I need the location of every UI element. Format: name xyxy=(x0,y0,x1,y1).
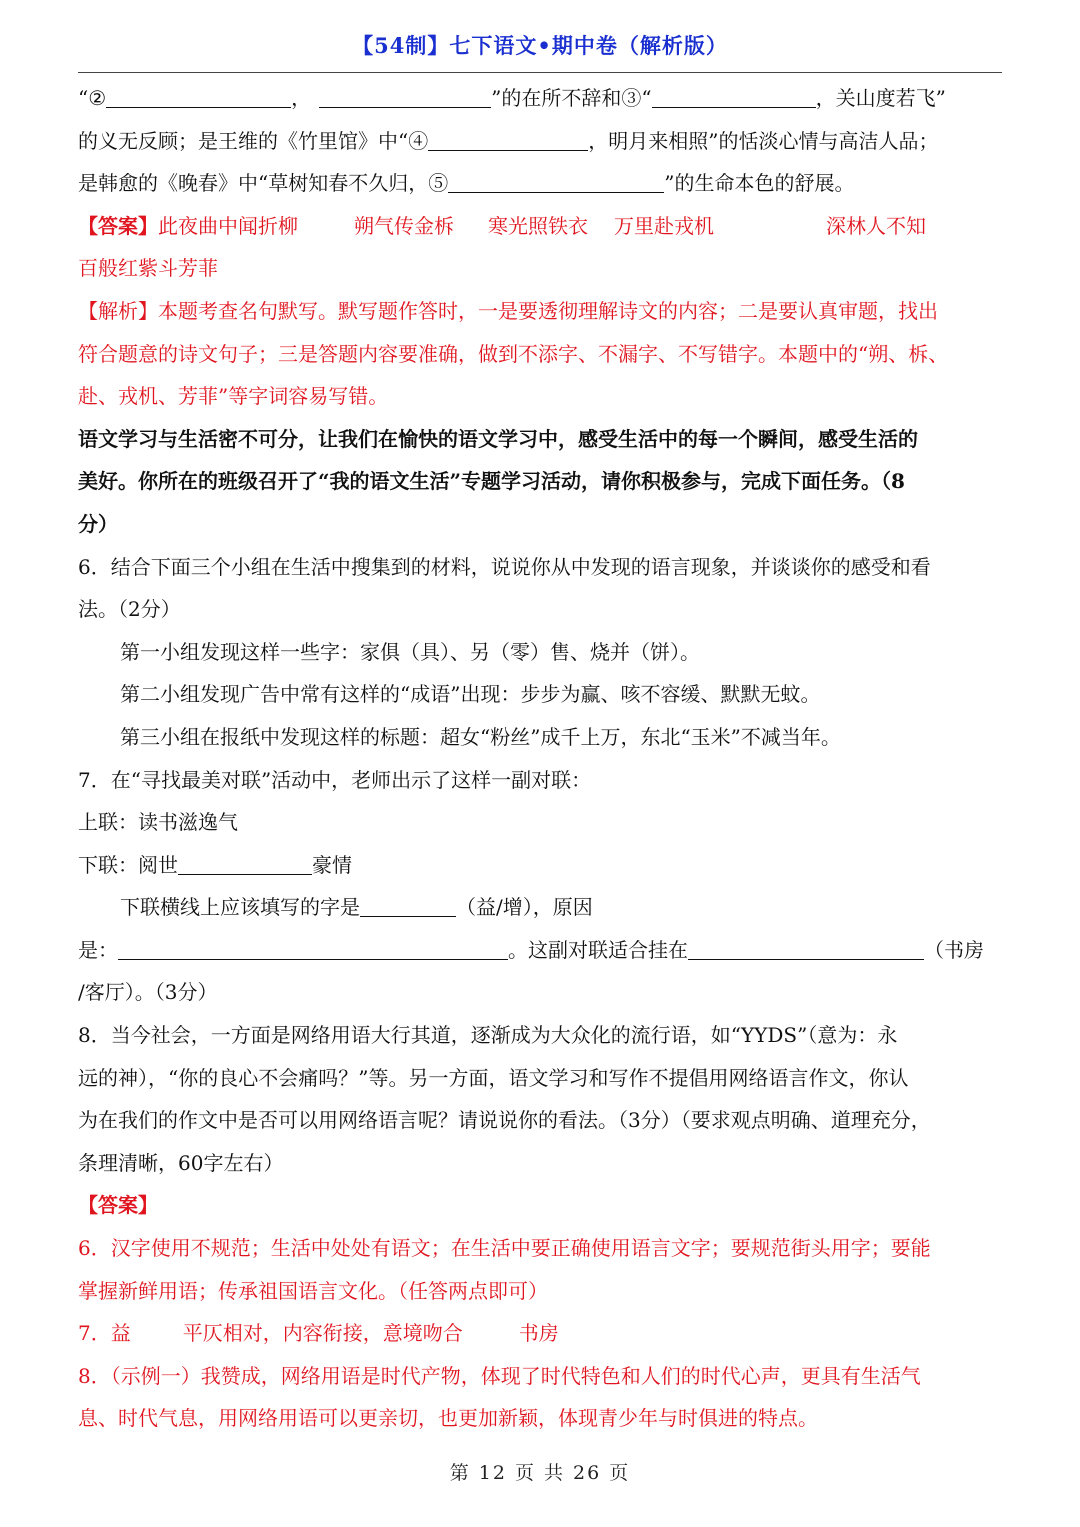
header-divider xyxy=(78,72,1002,73)
answer-blank-3 xyxy=(652,83,816,108)
q5-analysis-line-2: 符合题意的诗文句子；三是答题内容要准确，做到不添字、不漏字、不写错字。本题中的“朔、柝、 xyxy=(78,341,949,366)
q5-line-1: “② ， ”的在所不辞和③“ ，关山度若飞” xyxy=(78,77,1002,120)
answer-blank-5 xyxy=(448,168,664,193)
q5-analysis-line-1: 【解析】本题考查名句默写。默写题作答时，一是要透彻理解诗文的内容；二是要认真审题，找出 xyxy=(78,298,938,323)
q5-answer-5: 深林人不知 xyxy=(826,213,926,238)
q7-upper-couplet: 上联：读书滋逸气 xyxy=(78,810,238,835)
q8-stem-line-2: 远的神），“你的良心不会痛吗？”等。另一方面，语文学习和写作不提倡用网络语言作文，你认 xyxy=(78,1065,909,1090)
answer-8-line-2: 息、时代气息，用网络用语可以更亲切，也更加新颖，体现青少年与时俱进的特点。 xyxy=(78,1406,818,1431)
q6-group-2: 第二小组发现广告中常有这样的“成语”出现：步步为赢、咳不容缓、默默无蚊。 xyxy=(120,682,821,707)
q5-answer-3: 寒光照铁衣 xyxy=(488,213,588,238)
intro-line-2: 美好。你所在的班级召开了“我的语文生活”专题学习活动，请你积极参与，完成下面任务。（8 xyxy=(78,469,905,494)
q6-stem-line-1: 6．结合下面三个小组在生活中搜集到的材料，说说你从中发现的语言现象，并谈谈你的感受和看 xyxy=(78,554,931,579)
q8-stem-line-4: 条理清晰，60字左右） xyxy=(78,1150,284,1175)
q5-answer-2: 朔气传金柝 xyxy=(354,213,454,238)
q6-group-3: 第三小组在报纸中发现这样的标题：超女“粉丝”成千上万，东北“玉米”不减当年。 xyxy=(120,724,841,749)
answer-6-line-2: 掌握新鲜用语；传承祖国语言文化。（任答两点即可） xyxy=(78,1278,548,1303)
q5-answer-1: 此夜曲中闻折柳 xyxy=(158,213,298,238)
q5-answer-line-1: 【答案】此夜曲中闻折柳 朔气传金柝 寒光照铁衣 万里赴戎机 深林人不知 xyxy=(78,213,926,238)
q7-reason-line: 是： 。这副对联适合挂在 （书房 xyxy=(78,929,1002,972)
q5-analysis-line-3: 赴、戎机、芳菲”等字词容易写错。 xyxy=(78,384,389,409)
q6-group-1: 第一小组发现这样一些字：家俱（具）、另（零）售、烧并（饼）。 xyxy=(120,639,700,664)
q5-answer-line-2 xyxy=(78,247,1002,290)
q5-answer-6: 百般红紫斗芳菲 xyxy=(78,256,218,281)
q5-answer-4: 万里赴戎机 xyxy=(614,213,714,238)
place-blank xyxy=(688,935,924,960)
answer-blank-4 xyxy=(428,126,588,151)
q5-line-3: 是韩愈的《晚春》中“草树知春不久归，⑤ ”的生命本色的舒展。 xyxy=(78,162,1002,205)
reason-blank xyxy=(118,935,508,960)
q7-lower-couplet: 下联：阅世 豪情 xyxy=(78,844,1002,887)
q7-reason-line-2: /客厅）。（3分） xyxy=(78,980,218,1005)
q7-fill-line: 下联横线上应该填写的字是 （益/增），原因 xyxy=(78,886,1002,929)
couplet-blank xyxy=(178,850,312,875)
document-body xyxy=(78,77,1002,1440)
answer-8-line-1: 8．（示例一）我赞成，网络用语是时代产物，体现了时代特色和人们的时代心声，更具有生活气 xyxy=(78,1363,921,1388)
page-header-title: 【54制】七下语文•期中卷（解析版） xyxy=(352,33,728,58)
q8-stem-line-3: 为在我们的作文中是否可以用网络语言呢？请说说你的看法。（3分）（要求观点明确、道理充分， xyxy=(78,1108,931,1133)
q5-line-2: 的义无反顾；是王维的《竹里馆》中“④ ，明月来相照”的恬淡心情与高洁人品； xyxy=(78,120,1002,163)
answer-blank-2b xyxy=(319,83,491,108)
q6-stem-line-2: 法。（2分） xyxy=(78,597,181,622)
char-blank xyxy=(360,892,456,917)
intro-line-3: 分） xyxy=(78,511,118,536)
page-number: 第 12 页 共 26 页 xyxy=(449,1462,631,1484)
q7-stem: 7．在“寻找最美对联”活动中，老师出示了这样一副对联： xyxy=(78,767,592,792)
answer-7-line: 7．益 平仄相对，内容衔接，意境吻合 书房 xyxy=(78,1321,559,1346)
answers-label: 【答案】 xyxy=(78,1193,158,1218)
q8-stem-line-1: 8．当今社会，一方面是网络用语大行其道，逐渐成为大众化的流行语，如“YYDS”（意为：永 xyxy=(78,1023,898,1048)
intro-line-1: 语文学习与生活密不可分，让我们在愉快的语文学习中，感受生活中的每一个瞬间，感受生活的 xyxy=(78,426,918,451)
answer-6-line-1: 6．汉字使用不规范；生活中处处有语文；在生活中要正确使用语言文字；要规范街头用字；要能 xyxy=(78,1236,931,1261)
answer-blank-2 xyxy=(106,83,291,108)
